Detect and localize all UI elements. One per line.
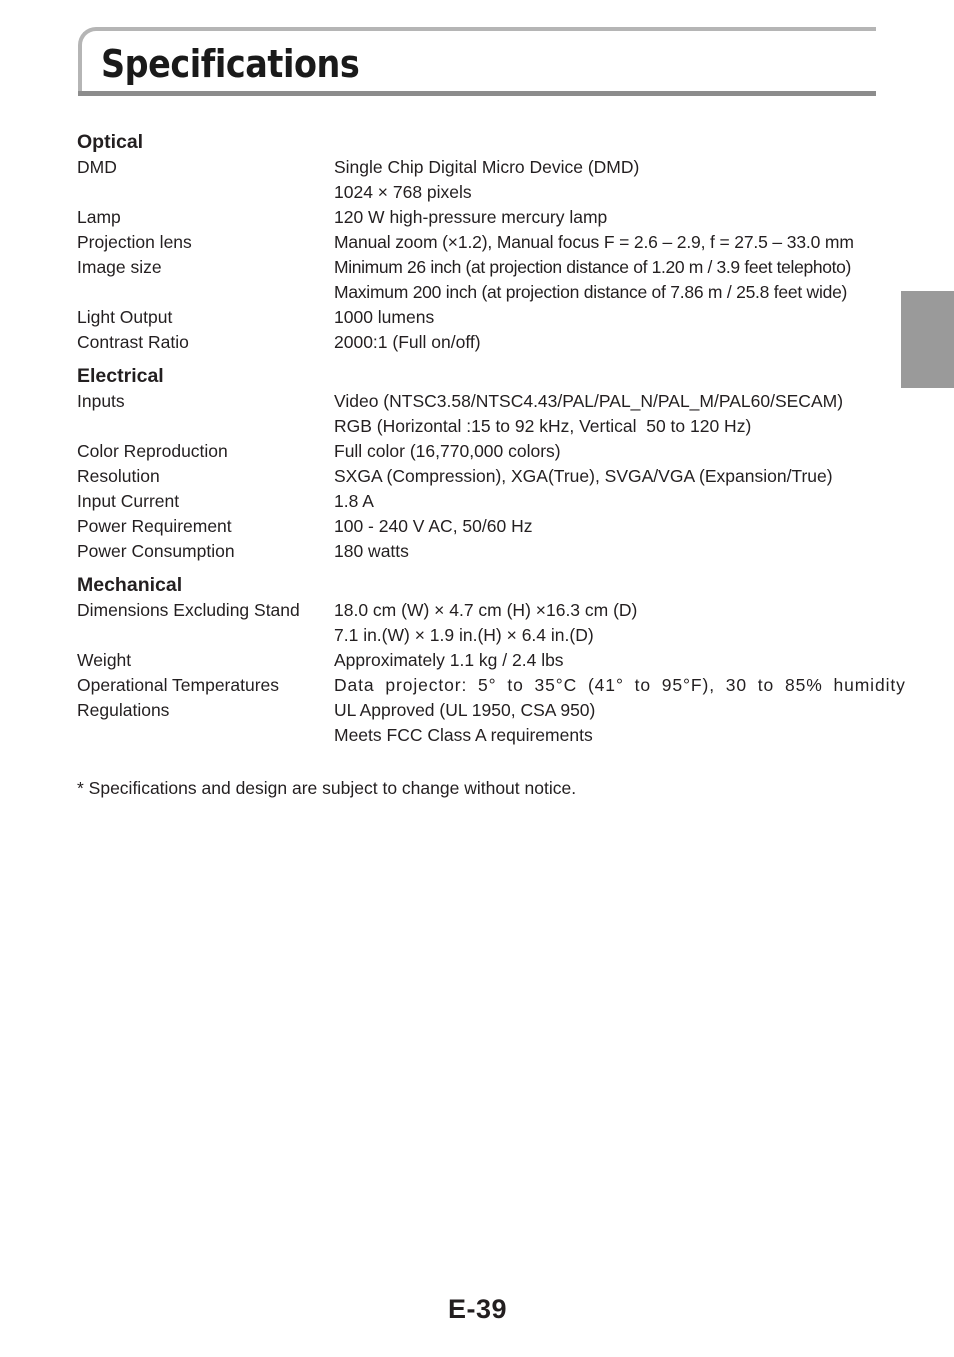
spec-value: 1000 lumens xyxy=(334,307,435,327)
spec-row-image-size xyxy=(77,255,877,305)
spec-value: Maximum 200 inch (at projection distance of 7.86 m / 25.8 feet wide) xyxy=(334,282,848,302)
spec-row-power-consumption xyxy=(77,539,877,564)
spec-value: Minimum 26 inch (at projection distance of 1.20 m / 3.9 feet telephoto) xyxy=(334,257,851,277)
spec-value: 120 W high-pressure mercury lamp xyxy=(334,207,608,227)
spec-value: 180 watts xyxy=(334,541,409,561)
spec-label: Color Reproduction xyxy=(77,441,228,461)
spec-value: Manual zoom (×1.2), Manual focus F = 2.6 – 2.9, f = 27.5 – 33.0 mm xyxy=(334,232,854,252)
spec-value: 2000:1 (Full on/off) xyxy=(334,332,481,352)
page-number: E-39 xyxy=(448,1294,508,1324)
title-underline xyxy=(78,91,876,96)
spec-value: Full color (16,770,000 colors) xyxy=(334,441,561,461)
spec-label: Inputs xyxy=(77,391,125,411)
spec-label: Resolution xyxy=(77,466,160,486)
spec-row-power-requirement xyxy=(77,514,877,539)
section-heading-mechanical: Mechanical xyxy=(77,574,183,596)
page-title: Specifications xyxy=(101,42,360,86)
spec-label: Input Current xyxy=(77,491,180,511)
spec-value: RGB (Horizontal :15 to 92 kHz, Vertical 50 to 120 Hz) xyxy=(334,416,752,436)
spec-label: Lamp xyxy=(77,207,121,227)
spec-row-inputs xyxy=(77,389,877,439)
spec-value: Meets FCC Class A requirements xyxy=(334,725,593,745)
spec-label: Operational Temperatures xyxy=(77,675,280,695)
spec-row-dmd xyxy=(77,155,877,205)
spec-label: Dimensions Excluding Stand xyxy=(77,600,300,620)
chapter-side-tab xyxy=(901,291,954,388)
spec-label: Regulations xyxy=(77,700,170,720)
spec-row-projection-lens xyxy=(77,230,877,255)
spec-value: SXGA (Compression), XGA(True), SVGA/VGA (Expansion/True) xyxy=(334,466,833,486)
spec-label: Projection lens xyxy=(77,232,192,252)
spec-row-lamp xyxy=(77,205,877,230)
spec-value: Single Chip Digital Micro Device (DMD) xyxy=(334,157,640,177)
spec-value: 7.1 in.(W) × 1.9 in.(H) × 6.4 in.(D) xyxy=(334,625,594,645)
spec-row-dimensions xyxy=(77,598,877,648)
spec-row-regulations xyxy=(77,698,877,748)
spec-value: Approximately 1.1 kg / 2.4 lbs xyxy=(334,650,564,670)
footnote: * Specifications and design are subject to change without notice. xyxy=(77,778,577,798)
spec-row-light-output xyxy=(77,305,877,330)
spec-value: 18.0 cm (W) × 4.7 cm (H) ×16.3 cm (D) xyxy=(334,600,638,620)
spec-label: Image size xyxy=(77,257,162,277)
section-heading-electrical: Electrical xyxy=(77,365,164,387)
spec-value: 100 - 240 V AC, 50/60 Hz xyxy=(334,516,533,536)
spec-row-operational-temperatures xyxy=(77,673,906,698)
spec-label: Power Requirement xyxy=(77,516,232,536)
spec-label: Contrast Ratio xyxy=(77,332,189,352)
spec-label: DMD xyxy=(77,157,117,177)
spec-value: Data projector: 5° to 35°C (41° to 95°F), 30 to 85% humidity xyxy=(334,675,906,695)
spec-value: UL Approved (UL 1950, CSA 950) xyxy=(334,700,596,720)
spec-row-input-current xyxy=(77,489,877,514)
spec-value: 1024 × 768 pixels xyxy=(334,182,472,202)
spec-row-weight xyxy=(77,648,877,673)
spec-row-color-reproduction xyxy=(77,439,877,464)
section-heading-optical: Optical xyxy=(77,131,144,153)
spec-table xyxy=(77,128,906,748)
spec-row-resolution xyxy=(77,464,877,489)
spec-row-contrast-ratio xyxy=(77,330,877,355)
spec-value: 1.8 A xyxy=(334,491,374,511)
spec-value: Video (NTSC3.58/NTSC4.43/PAL/PAL_N/PAL_M/PAL60/SECAM) xyxy=(334,391,844,411)
spec-label: Light Output xyxy=(77,307,173,327)
spec-label: Weight xyxy=(77,650,132,670)
spec-label: Power Consumption xyxy=(77,541,235,561)
